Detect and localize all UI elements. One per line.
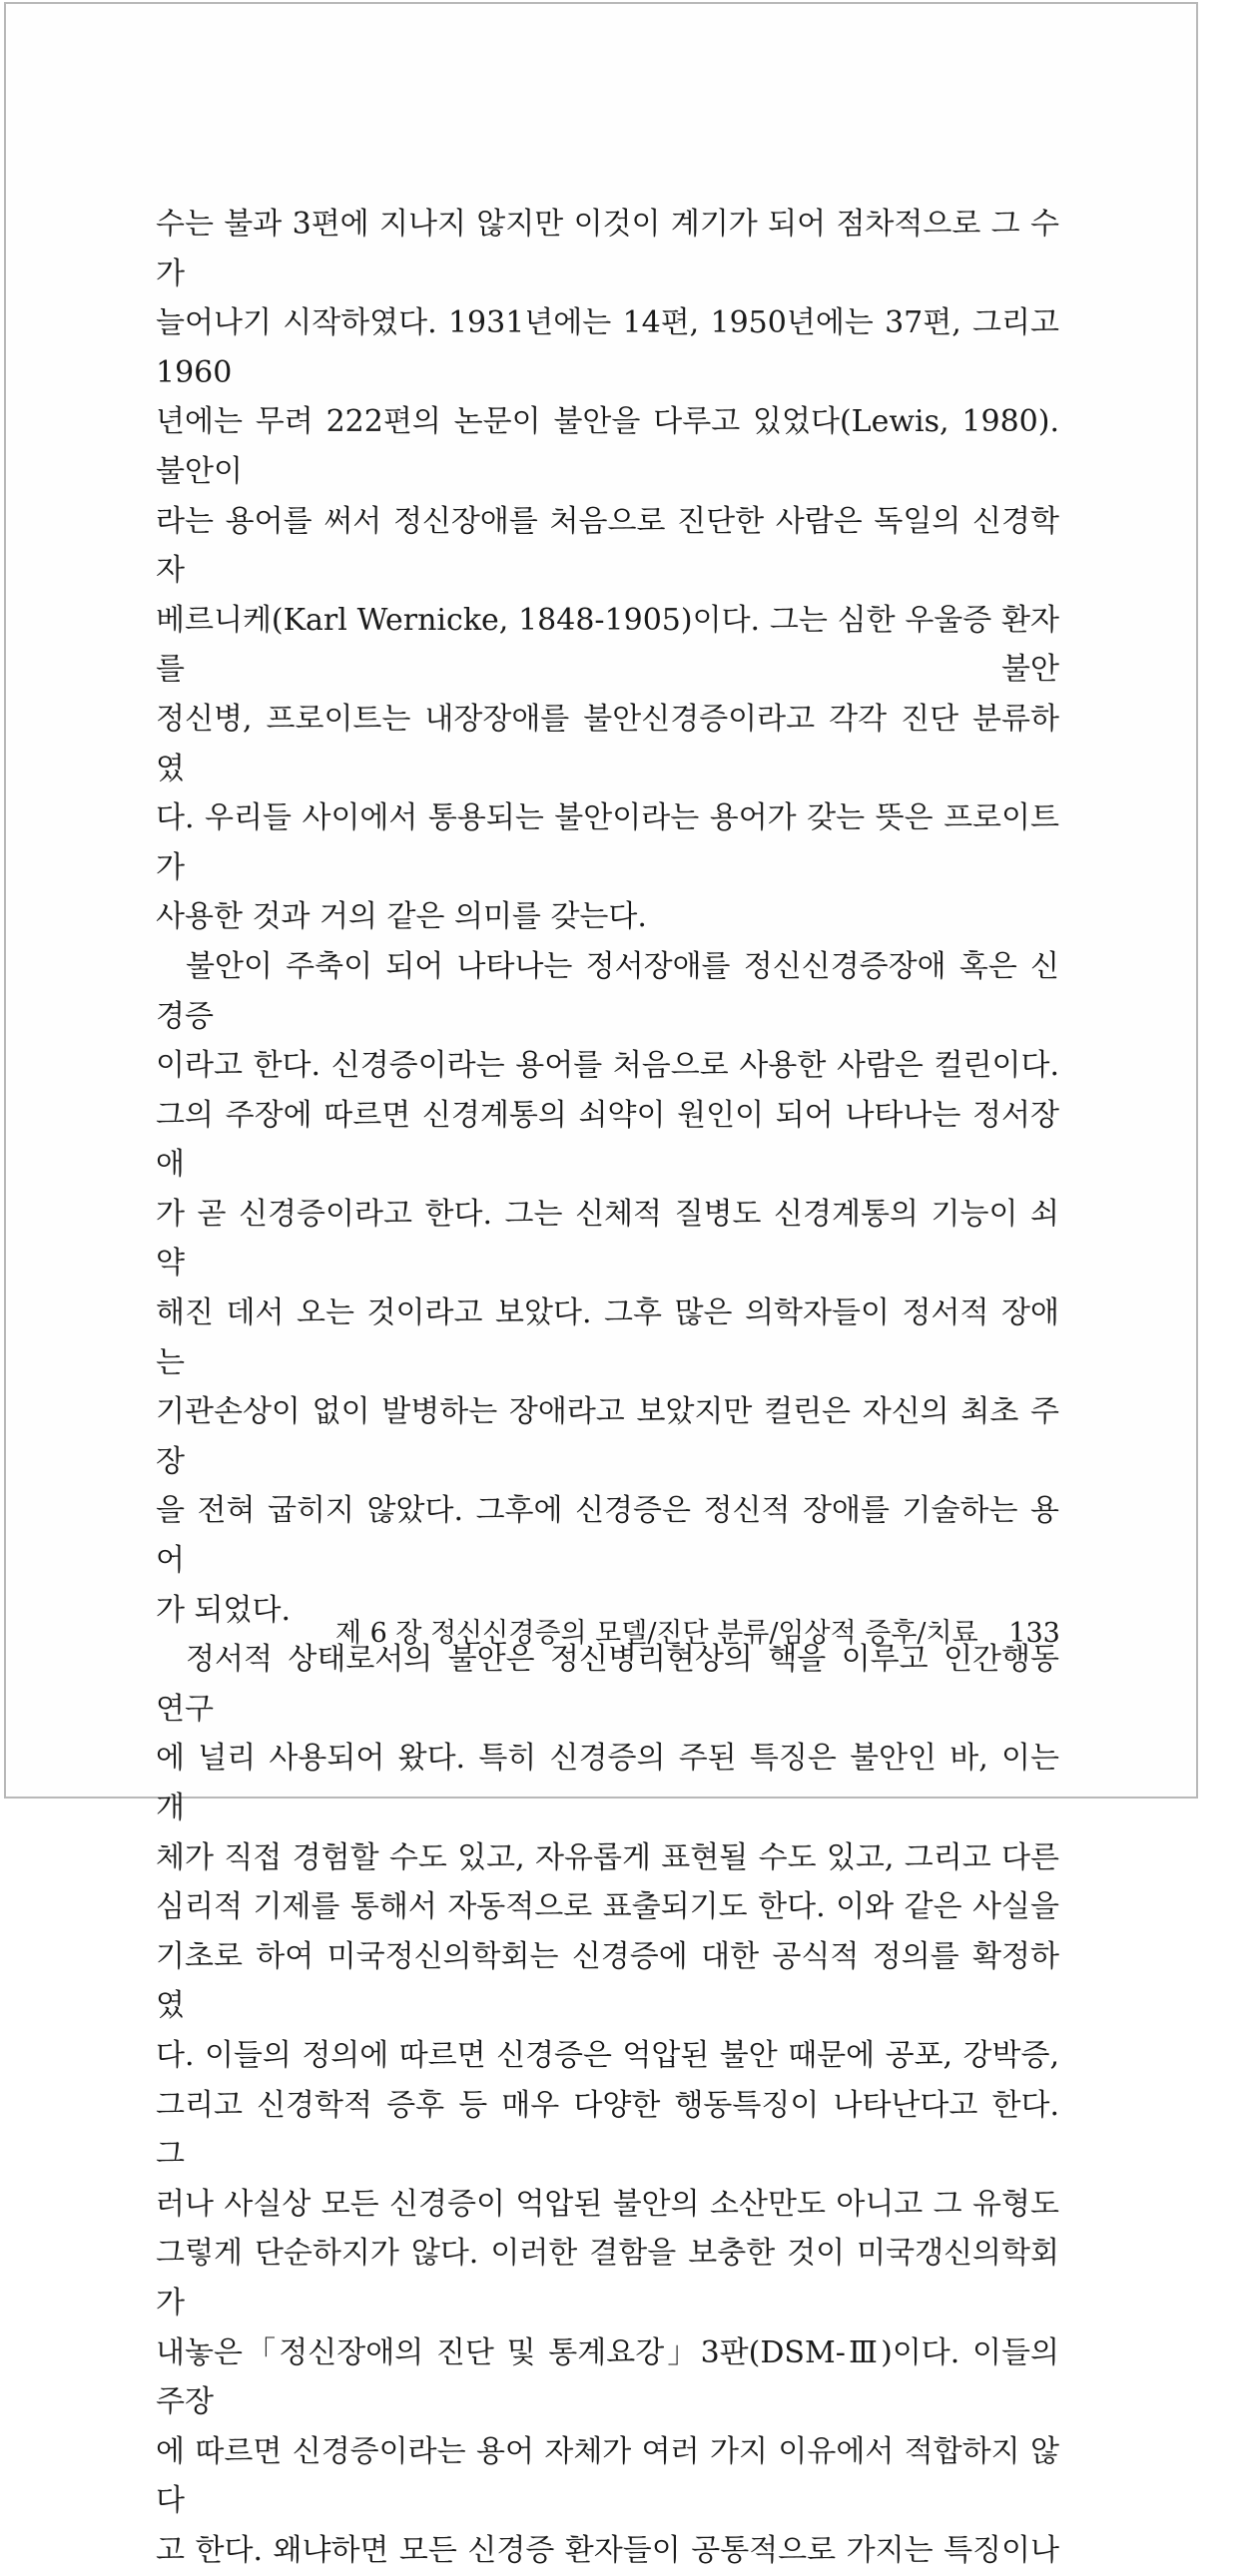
paragraph-3: 정서적 상태로서의 불안은 정신병리현상의 핵을 이루고 인간행동 연구 에 널리 사용되어 왔다. 특히 신경증의 주된 특징은 불안인 바, 이는 개 체가 직접 경험할 수도 있고, 자유롭게 표현될 수도 있고, 그리고 다른 심리적 기제를 통해서 자동적으로 표출되기도 한다. 이와 같은 사실을 기초로 하여 미국정신의학회는 신경증에 대한 공식적 정의를 확정하였 다. 이들의 정의에 따르면 신경증은 억압된 불안 때문에 공포, 강박증, 그리고 신경학적 증후 등 매우 다양한 행동특징이 나타난다고 한다. 그 러나 사실상 모든 신경증이 억압된 불안의 소산만도 아니고 그 유형도 그렇게 단순하지가 않다. 이러한 결함을 보충한 것이 미국갱신의학회가 내놓은「정신장애의 진단 및 통계요강」3판(DSM-Ⅲ)이다. 이들의 주장 에 따르면 신경증이라는 용어 자체가 여러 가지 이유에서 적합하지 않다 고 한다. 왜냐하면 모든 신경증 환자들이 공통적으로 가지는 특징이나 bbox=[156, 1642, 1059, 2568]
running-footer bbox=[335, 1611, 1060, 1650]
page bbox=[4, 2, 1198, 2568]
page-number: 133 bbox=[1008, 1618, 1060, 1649]
paragraph-2-end: 가 되었다. bbox=[156, 1592, 291, 1628]
paragraph-1-end: 사용한 것과 거의 같은 의미를 갖는다. bbox=[156, 899, 647, 935]
chapter-title: 제 6 장 정신신경증의 모델/진단 분류/임상적 증후/치료 bbox=[335, 1618, 978, 1649]
paragraph-1: 수는 불과 3편에 지나지 않지만 이것이 계기가 되어 점차적으로 그 수가 늘어나기 시작하였다. 1931년에는 14편, 1950년에는 37편, 그리고 1960 년에는 무려 222편의 논문이 불안을 다루고 있었다(Lewis, 1980). 불안이 라는 용어를 써서 정신장애를 처음으로 진단한 사람은 독일의 신경학자 베르니케(Karl Wernicke, 1848-1905)이다. 그는 심한 우울증 환자를 불안 정신병, 프로이트는 내장장애를 불안신경증이라고 각각 진단 분류하였 다. 우리들 사이에서 통용되는 불안이라는 용어가 갖는 뜻은 프로이트가 bbox=[156, 207, 1059, 885]
paragraph-2: 불안이 주축이 되어 나타나는 정서장애를 정신신경증장애 혹은 신경증 이라고 한다. 신경증이라는 용어를 처음으로 사용한 사람은 컬린이다. 그의 주장에 따르면 신경계통의 쇠약이 원인이 되어 나타나는 정서장애 가 곧 신경증이라고 한다. 그는 신체적 질병도 신경계통의 기능이 쇠약 해진 데서 오는 것이라고 보았다. 그후 많은 의학자들이 정서적 장애는 기관손상이 없이 발병하는 장애라고 보았지만 컬린은 자신의 최초 주장 을 전혀 굽히지 않았다. 그후에 신경증은 정신적 장애를 기술하는 용어 bbox=[156, 948, 1059, 1579]
body-text bbox=[156, 200, 1059, 2576]
